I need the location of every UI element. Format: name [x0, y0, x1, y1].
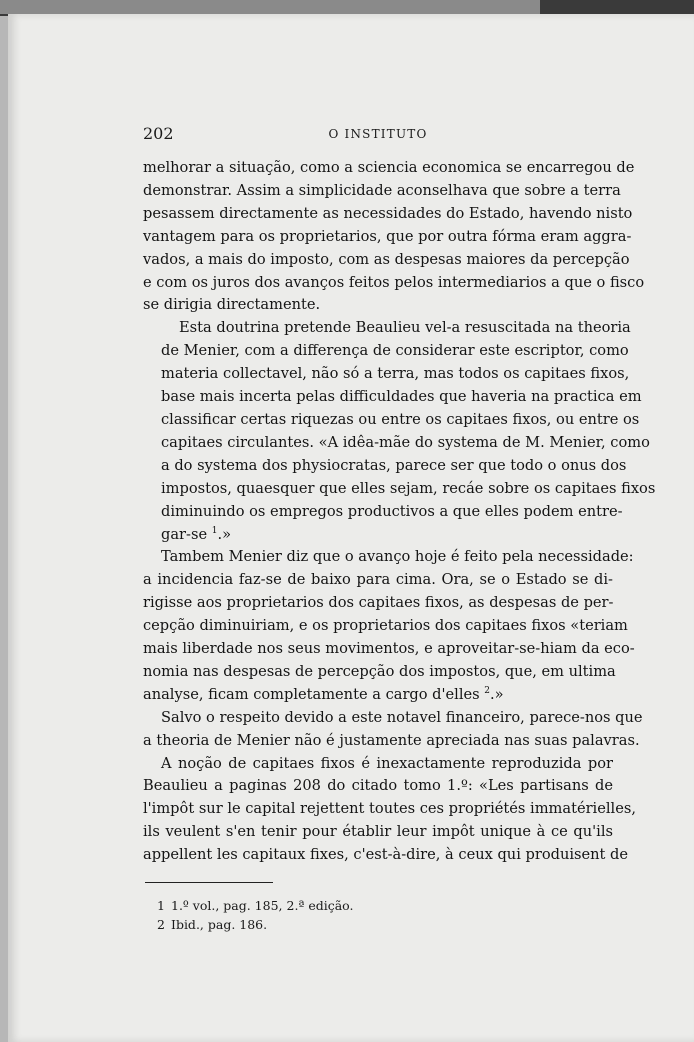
text-fragment: analyse, ficam completamente a cargo d'elles [143, 685, 480, 703]
body-text [143, 157, 656, 867]
text-line: e com os juros dos avanços feitos pelos intermediarios a que o fisco [143, 273, 645, 291]
text-line: a incidencia faz-se de baixo para cima. Ora, se o Estado se di- [143, 571, 613, 589]
page-number: 202 [143, 124, 174, 143]
footnotes [157, 896, 577, 934]
text-line: ils veulent s'en tenir pour établir leur impôt unique à ce qu'ils [143, 823, 613, 841]
text-line: A noção de capitaes fixos é inexactamente reproduzida por [161, 754, 613, 772]
text-line: demonstrar. Assim a simplicidade aconselhava que sobre a terra [143, 181, 621, 199]
text-line: classificar certas riquezas ou entre os capitaes fixos, ou entre os [161, 410, 640, 428]
text-fragment: gar-se [161, 525, 208, 543]
paragraph-3 [143, 546, 635, 706]
text-line: melhorar a situação, como a sciencia economica se encarregou de [143, 159, 635, 176]
text-line [143, 524, 613, 547]
paragraph-2 [143, 317, 656, 546]
footnote-2 [157, 915, 577, 934]
paragraph-1 [143, 157, 645, 317]
text-line: mais liberdade nos seus movimentos, e aproveitar-se-hiam da eco- [143, 640, 635, 658]
text-line: de Menier, com a differença de considerar este escriptor, como [161, 342, 629, 360]
text-line: se dirigia directamente. [143, 296, 321, 314]
text-line: Tambem Menier diz que o avanço hoje é feito pela necessidade: [161, 548, 634, 566]
footnote-text: Ibid., pag. 186. [171, 917, 268, 932]
text-line: impostos, quaesquer que elles sejam, recáe sobre os capitaes fixos [161, 479, 656, 497]
text-line [143, 684, 613, 707]
text-line: pesassem directamente as necessidades do Estado, havendo nisto [143, 204, 633, 222]
footnote-text: 1.º vol., pag. 185, 2.ª edição. [171, 898, 354, 913]
text-line: vantagem para os proprietarios, que por outra fórma eram aggra- [143, 227, 632, 245]
text-line: base mais incerta pelas difficuldades que haveria na practica em [161, 388, 642, 406]
running-head: O INSTITUTO [328, 127, 428, 141]
text-line: a theoria de Menier não é justamente apreciada nas suas palavras. [143, 731, 640, 749]
text-line: vados, a mais do imposto, com as despesas maiores da percepção [143, 250, 630, 268]
text-line: Esta doutrina pretende Beaulieu vel-a resuscitada na theoria [179, 319, 631, 337]
text-line: l'impôt sur le capital rejettent toutes ces propriétés immatérielles, [143, 800, 636, 818]
footnote-number: 1 [157, 898, 165, 913]
text-line: a do systema dos physiocratas, parece ser que todo o onus dos [161, 456, 627, 474]
footnote-ref-1: 1 [211, 525, 218, 536]
footnote-number: 2 [157, 917, 165, 932]
text-fragment: .» [217, 525, 232, 543]
scan-top-band-light [0, 0, 540, 14]
text-line: Beaulieu a paginas 208 do citado tomo 1.º: «Les partisans de [143, 777, 613, 795]
paragraph-5 [143, 753, 636, 868]
paragraph-4 [143, 707, 643, 753]
text-line: capitaes circulantes. «A idêa-mãe do systema de M. Menier, como [161, 433, 650, 451]
text-line: nomia nas despesas de percepção dos impostos, que, em ultima [143, 662, 616, 680]
text-line: Salvo o respeito devido a este notavel financeiro, parece-nos que [161, 708, 643, 726]
text-line: diminuindo os empregos productivos a que elles podem entre- [161, 502, 623, 520]
page-header [143, 124, 613, 146]
text-line: appellent les capitaux fixes, c'est-à-dire, à ceux qui produisent de [143, 846, 629, 864]
footnote-ref-2: 2 [484, 685, 491, 696]
footnote-1 [157, 896, 577, 915]
text-line: cepção diminuiriam, e os proprietarios dos capitaes fixos «teriam [143, 617, 628, 635]
text-line: rigisse aos proprietarios dos capitaes fixos, as despesas de per- [143, 594, 614, 612]
text-fragment: .» [490, 685, 504, 703]
footnote-divider [145, 882, 273, 883]
text-line: materia collectavel, não só a terra, mas todos os capitaes fixos, [161, 365, 630, 383]
